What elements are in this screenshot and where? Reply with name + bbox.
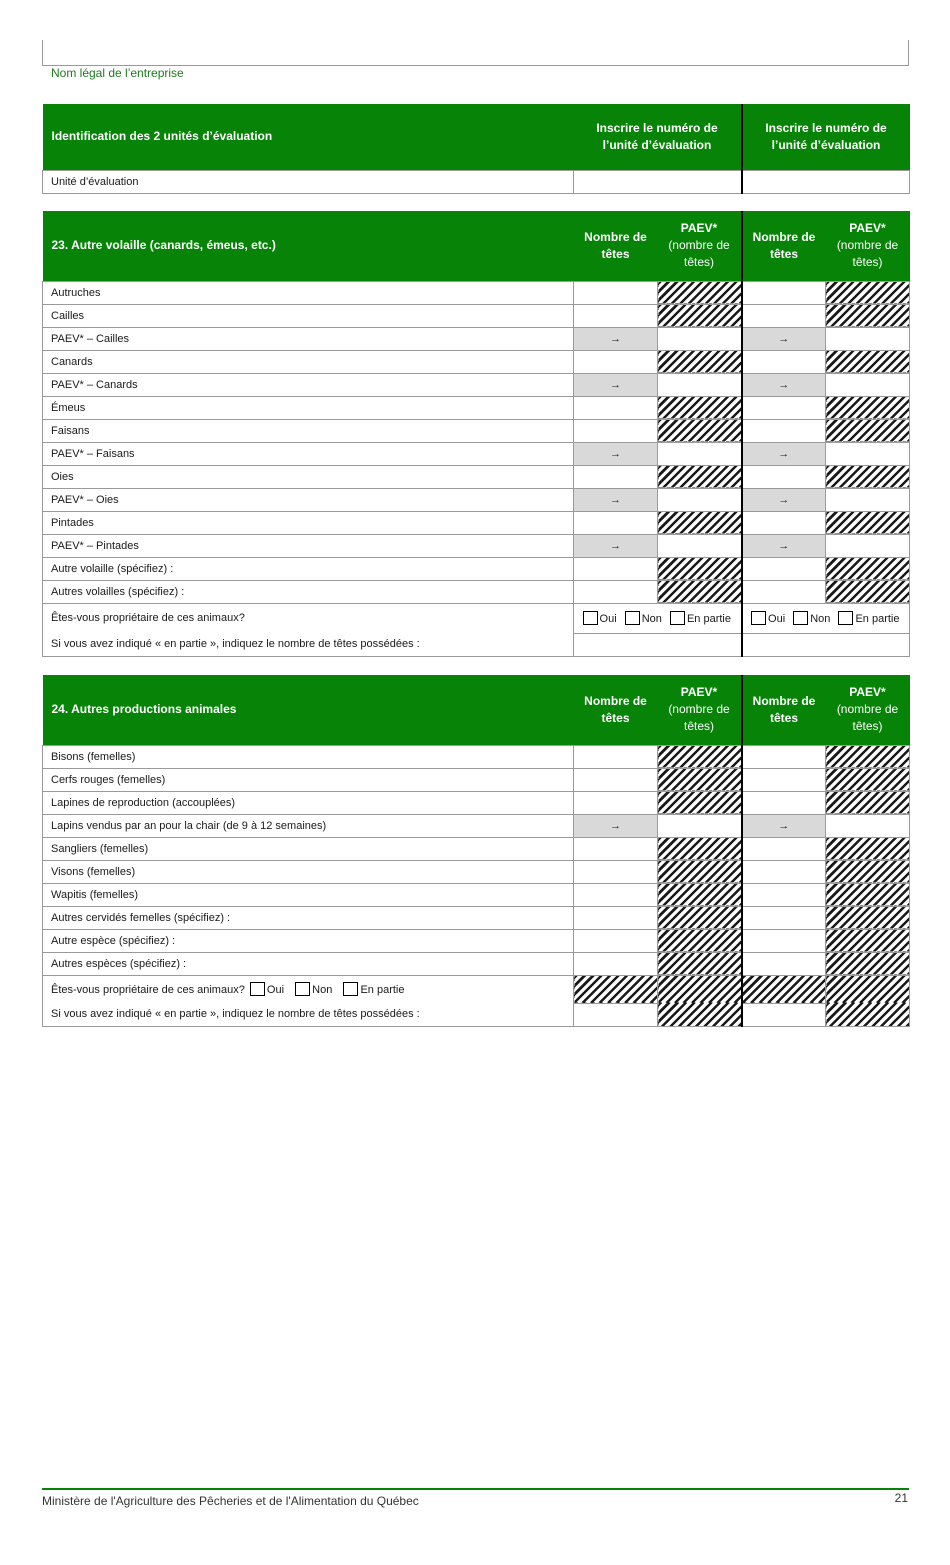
owner-no-checkbox[interactable] [625,611,640,625]
row-label: Visons (femelles) [43,860,574,883]
section-24-table [42,675,910,1027]
legal-name-input[interactable] [42,40,909,66]
count-input[interactable] [742,860,826,883]
disabled-cell [826,791,910,814]
owner-yes-label: Oui [266,984,285,997]
count-input[interactable] [742,906,826,929]
disabled-cell [826,350,910,373]
disabled-cell [826,860,910,883]
footer-ministry: Ministère de l'Agriculture des Pêcheries et de l'Alimentation du Québec [42,1494,419,1508]
count-input[interactable] [742,952,826,975]
table-row [43,768,910,791]
paev-header-unit1 [658,675,742,745]
owner-partial-label: En partie [360,984,405,997]
row-label: Lapins vendus par an pour la chair (de 9 à 12 semaines) [43,814,574,837]
paev-label: PAEV* [849,685,886,700]
identification-title: Identification des 2 unités d’évaluation [43,104,574,170]
paev-input[interactable] [658,488,742,511]
paev-sublabel: (nombre de têtes) [668,238,730,270]
row-label: Canards [43,350,574,373]
page-number: 21 [894,1491,908,1505]
owner-no-label: Non [641,613,662,625]
disabled-cell [826,906,910,929]
paev-input[interactable] [658,534,742,557]
partial-count-input[interactable] [574,633,742,656]
table-row [43,534,910,557]
disabled-cell [658,396,742,419]
count-header-unit1: Nombre de têtes [574,675,658,745]
disabled-cell [826,511,910,534]
disabled-cell [826,929,910,952]
paev-sublabel: (nombre de têtes) [836,238,899,270]
row-label: Autre volaille (spécifiez) : [43,557,574,580]
paev-input[interactable] [658,373,742,396]
count-input[interactable] [742,837,826,860]
disabled-cell [658,837,742,860]
arrow-icon: → [574,814,658,837]
count-input[interactable] [574,419,658,442]
paev-input[interactable] [658,442,742,465]
partial-question: Si vous avez indiqué « en partie », indiquez le nombre de têtes possédées : [43,633,574,656]
count-input[interactable] [574,580,658,603]
partial-question: Si vous avez indiqué « en partie », indiquez le nombre de têtes possédées : [43,1003,574,1026]
row-label: Émeus [43,396,574,419]
disabled-cell [658,304,742,327]
count-input[interactable] [742,883,826,906]
count-input[interactable] [742,419,826,442]
table-row [43,442,910,465]
disabled-cell [658,952,742,975]
arrow-icon: → [574,327,658,350]
paev-sublabel: (nombre de têtes) [668,702,730,734]
paev-input[interactable] [826,373,910,396]
disabled-cell [658,281,742,304]
disabled-cell [826,281,910,304]
row-label: Wapitis (femelles) [43,883,574,906]
table-row [43,373,910,396]
count-input[interactable] [742,768,826,791]
count-input[interactable] [742,557,826,580]
disabled-cell [658,791,742,814]
disabled-cell [658,465,742,488]
count-input[interactable] [574,511,658,534]
table-row [43,488,910,511]
disabled-cell [826,837,910,860]
paev-input[interactable] [658,814,742,837]
count-input[interactable] [742,580,826,603]
arrow-icon: → [742,488,826,511]
disabled-cell [658,350,742,373]
row-label: Lapines de reproduction (accouplées) [43,791,574,814]
owner-question-line [43,975,574,1003]
arrow-icon: → [574,488,658,511]
table-row [43,952,910,975]
table-row [43,304,910,327]
disabled-cell [658,860,742,883]
arrow-icon: → [742,442,826,465]
count-input[interactable] [574,883,658,906]
owner-question: Êtes-vous propriétaire de ces animaux? [43,603,574,633]
paev-input[interactable] [658,327,742,350]
count-input[interactable] [574,557,658,580]
evaluation-unit-1-input[interactable] [574,170,742,193]
owner-options-unit1 [574,603,742,633]
partial-row [43,633,910,656]
paev-input[interactable] [826,488,910,511]
count-input[interactable] [742,304,826,327]
row-label: PAEV* – Oies [43,488,574,511]
count-input[interactable] [742,791,826,814]
owner-question: Êtes-vous propriétaire de ces animaux? [51,984,245,997]
disabled-cell [658,580,742,603]
table-row [43,580,910,603]
count-input[interactable] [574,396,658,419]
disabled-cell [826,465,910,488]
evaluation-unit-label: Unité d’évaluation [43,170,574,193]
identification-table [42,104,910,194]
table-row [43,791,910,814]
owner-no-checkbox[interactable] [793,611,808,625]
arrow-icon: → [742,814,826,837]
paev-input[interactable] [826,442,910,465]
disabled-cell [658,929,742,952]
paev-label: PAEV* [680,221,718,236]
owner-yes-checkbox[interactable] [751,611,766,625]
count-input[interactable] [574,768,658,791]
identification-col2-header: Inscrire le numéro de l’unité d’évaluation [742,104,910,170]
row-label: Autres cervidés femelles (spécifiez) : [43,906,574,929]
arrow-icon: → [742,373,826,396]
count-input[interactable] [742,350,826,373]
table-row [43,860,910,883]
disabled-cell [826,304,910,327]
owner-partial-checkbox[interactable] [838,611,853,625]
count-input[interactable] [742,281,826,304]
count-input[interactable] [742,396,826,419]
table-row [43,465,910,488]
owner-partial-label: En partie [686,613,731,625]
paev-input[interactable] [826,814,910,837]
paev-header-unit2 [826,675,910,745]
owner-partial-checkbox[interactable] [343,982,358,996]
table-row [43,837,910,860]
row-label: PAEV* – Canards [43,373,574,396]
disabled-cell [658,511,742,534]
count-header-unit2: Nombre de têtes [742,211,826,281]
row-label: PAEV* – Faisans [43,442,574,465]
table-row [43,929,910,952]
disabled-cell [826,557,910,580]
disabled-cell [658,906,742,929]
row-label: Autres espèces (spécifiez) : [43,952,574,975]
count-header-unit1: Nombre de têtes [574,211,658,281]
paev-header-unit1 [658,211,742,281]
owner-no-label: Non [810,613,831,625]
paev-input[interactable] [826,534,910,557]
row-label: PAEV* – Pintades [43,534,574,557]
row-label: Bisons (femelles) [43,745,574,768]
partial-count-input[interactable] [742,633,910,656]
evaluation-unit-2-input[interactable] [742,170,910,193]
paev-label: PAEV* [849,221,886,236]
count-input[interactable] [574,281,658,304]
arrow-icon: → [742,534,826,557]
count-input[interactable] [574,304,658,327]
arrow-icon: → [742,327,826,350]
disabled-cell [826,745,910,768]
count-input[interactable] [574,906,658,929]
disabled-cell [658,1003,742,1026]
arrow-icon: → [574,534,658,557]
row-label: Autres volailles (spécifiez) : [43,580,574,603]
disabled-cell [826,883,910,906]
disabled-cell [826,1003,910,1026]
row-label: Sangliers (femelles) [43,837,574,860]
section-24-title: 24. Autres productions animales [43,675,574,745]
disabled-cell [658,975,742,1003]
owner-row [43,603,910,633]
owner-no-checkbox[interactable] [295,982,310,996]
disabled-cell [826,419,910,442]
owner-row [43,975,910,1003]
table-row [43,511,910,534]
count-input[interactable] [574,465,658,488]
count-header-unit2: Nombre de têtes [742,675,826,745]
count-input[interactable] [574,837,658,860]
paev-input[interactable] [826,327,910,350]
count-input[interactable] [574,860,658,883]
owner-yes-label: Oui [599,613,617,625]
row-label: Autre espèce (spécifiez) : [43,929,574,952]
partial-count-input[interactable] [574,1003,658,1026]
owner-yes-checkbox[interactable] [583,611,598,625]
table-row [43,396,910,419]
row-label: Faisans [43,419,574,442]
footer-divider [42,1488,909,1490]
row-label: Cailles [43,304,574,327]
disabled-cell [658,883,742,906]
section-23-title: 23. Autre volaille (canards, émeus, etc.) [43,211,574,281]
disabled-cell [826,580,910,603]
count-input[interactable] [574,745,658,768]
table-row [43,745,910,768]
disabled-cell [658,557,742,580]
arrow-icon: → [574,442,658,465]
table-row [43,419,910,442]
paev-sublabel: (nombre de têtes) [836,702,899,734]
paev-label: PAEV* [680,685,718,700]
table-row [43,350,910,373]
disabled-cell [574,975,658,1003]
count-input[interactable] [574,929,658,952]
disabled-cell [742,975,826,1003]
owner-partial-checkbox[interactable] [670,611,685,625]
owner-no-label: Non [312,984,333,997]
legal-name-label: Nom légal de l’entreprise [51,66,184,80]
paev-header-unit2 [826,211,910,281]
owner-options-unit2 [742,603,910,633]
table-row [43,883,910,906]
owner-partial-label: En partie [855,613,900,625]
row-label: Cerfs rouges (femelles) [43,768,574,791]
owner-yes-label: Oui [768,613,786,625]
disabled-cell [658,419,742,442]
row-label: Pintades [43,511,574,534]
disabled-cell [658,768,742,791]
table-row [43,814,910,837]
table-row [43,327,910,350]
table-row [43,906,910,929]
row-label: PAEV* – Cailles [43,327,574,350]
arrow-icon: → [574,373,658,396]
count-input[interactable] [574,791,658,814]
partial-row [43,1003,910,1026]
disabled-cell [826,396,910,419]
count-input[interactable] [742,511,826,534]
row-label: Autruches [43,281,574,304]
disabled-cell [826,952,910,975]
disabled-cell [826,768,910,791]
count-input[interactable] [742,745,826,768]
identification-col1-header: Inscrire le numéro de l’unité d’évaluation [574,104,742,170]
table-row [43,281,910,304]
owner-yes-checkbox[interactable] [250,982,265,996]
partial-count-input[interactable] [742,1003,826,1026]
disabled-cell [658,745,742,768]
count-input[interactable] [742,465,826,488]
count-input[interactable] [574,952,658,975]
disabled-cell [826,975,910,1003]
table-row [43,557,910,580]
count-input[interactable] [742,929,826,952]
count-input[interactable] [574,350,658,373]
section-23-table [42,211,910,657]
row-label: Oies [43,465,574,488]
